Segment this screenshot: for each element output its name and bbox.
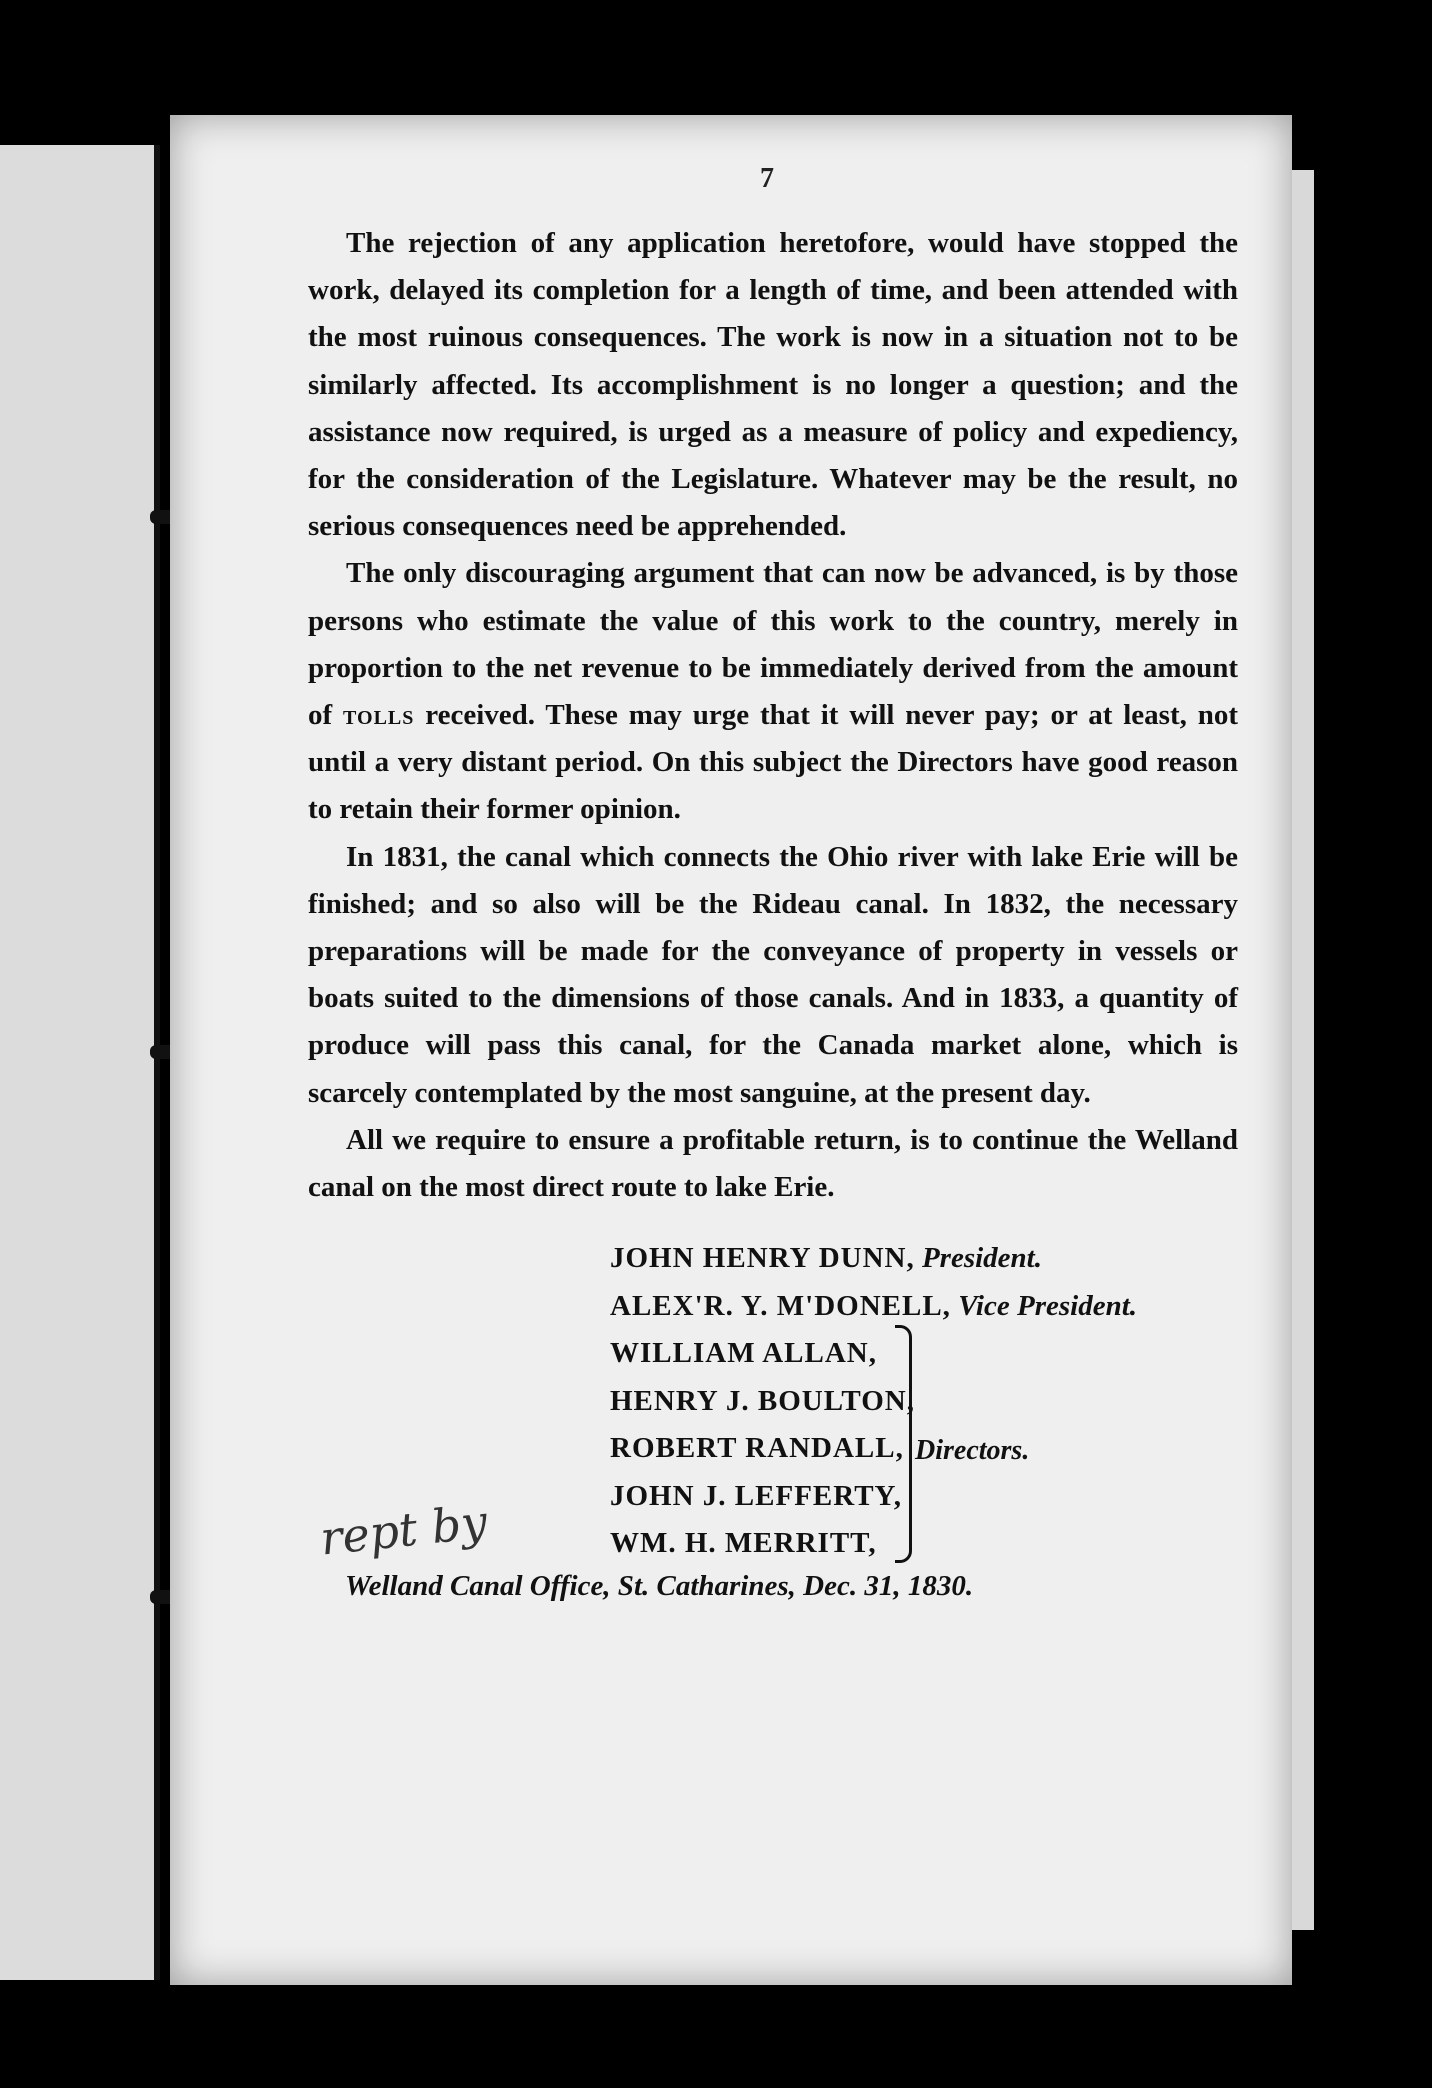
- signatory-name: HENRY J. BOULTON,: [610, 1384, 915, 1417]
- paragraph: [308, 550, 1238, 833]
- signatory-name: WILLIAM ALLAN,: [610, 1337, 877, 1369]
- signatory: [610, 1378, 1137, 1426]
- paragraph-text: The rejection of any application heretofore, would have stopped the work, delayed its completion for a length of time, and been attended with the most ruinous consequences. The work is now in a situation not to be similarly affected. Its accomplishment is no longer a question; and the assistance now required, is urged as a measure of policy and expediency, for the consideration of the Legislature. Whatever may be the result, no serious consequences need be apprehended.: [308, 227, 1238, 543]
- signatory: [610, 1283, 1137, 1331]
- facing-page-edge: [0, 145, 160, 1980]
- signatory-title: Vice President.: [958, 1289, 1138, 1322]
- signature-block: [610, 1235, 1137, 1568]
- paragraph: [308, 220, 1238, 550]
- paragraph-text: All we require to ensure a profitable return, is to continue the Welland canal on the most direct route to lake Erie.: [308, 1123, 1238, 1204]
- film-border-bottom: [0, 1985, 1432, 2088]
- page-number: 7: [760, 163, 774, 194]
- signatory-name: ALEX'R. Y. M'DONELL,: [610, 1289, 951, 1322]
- signatory: [610, 1425, 1137, 1473]
- paragraph-text: The only discouraging argument that can now be advanced, is by those persons who estimate the value of this work to the country, merely in proportion to the net revenue to be immediately derived from the amount of: [308, 557, 1238, 732]
- paragraph: [308, 1117, 1238, 1211]
- page-edge: [1292, 170, 1314, 1930]
- binding-thread: [154, 145, 160, 1980]
- signatory: [610, 1473, 1137, 1521]
- tolls-word: tolls: [343, 699, 415, 732]
- signatory: [610, 1235, 1137, 1283]
- directors-brace: [895, 1325, 912, 1563]
- body-text: [308, 220, 1238, 1211]
- paragraph-text: received. These may urge that it will never pay; or at least, not until a very distant period. On this subject the Directors have good reason to retain their former opinion.: [308, 699, 1238, 826]
- directors-label: Directors.: [915, 1435, 1030, 1466]
- handwritten-note: rept by: [317, 1494, 490, 1566]
- signatory: [610, 1330, 1137, 1378]
- signatory: [610, 1520, 1137, 1568]
- signatory-name: WM. H. MERRITT,: [610, 1527, 877, 1559]
- signatory-name: ROBERT RANDALL,: [610, 1432, 904, 1464]
- signatory-name: JOHN HENRY DUNN,: [610, 1242, 915, 1274]
- signatory-name: JOHN J. LEFFERTY,: [610, 1479, 903, 1512]
- paragraph: [308, 834, 1238, 1117]
- signatory-title: President.: [921, 1242, 1042, 1274]
- document-page: [170, 115, 1292, 1985]
- paragraph-text: In 1831, the canal which connects the Ohio river with lake Erie will be finished; and so also will be the Rideau canal. In 1832, the necessary preparations will be made for the conveyance of property in vessels or boats suited to the dimensions of those canals. And in 1833, a quantity of produce will pass this canal, for the Canada market alone, which is scarcely contemplated by the most sanguine, at the present day.: [308, 840, 1238, 1109]
- dateline: Welland Canal Office, St. Catharines, Dec. 31, 1830.: [345, 1570, 974, 1602]
